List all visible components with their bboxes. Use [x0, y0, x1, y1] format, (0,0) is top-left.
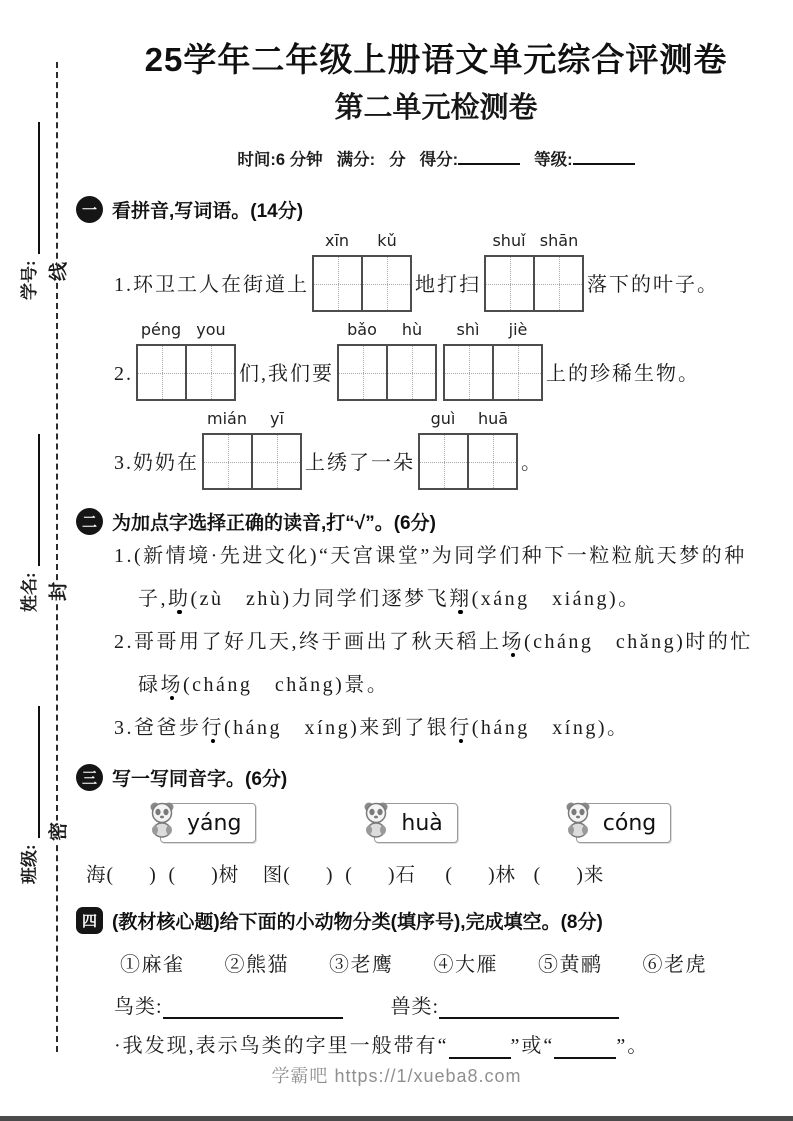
pinyin-writing-grid	[484, 231, 584, 312]
answer-blank	[449, 1051, 511, 1059]
text-segment: 3.奶奶在	[114, 452, 199, 474]
dotted-character: 行	[201, 717, 224, 739]
score-field	[420, 146, 521, 170]
text-segment: 2.	[114, 363, 133, 385]
writing-cell	[204, 435, 251, 488]
answer-blank	[163, 1011, 343, 1019]
answer-blank	[439, 1011, 619, 1019]
text-segment: 兽类:	[390, 996, 440, 1018]
pinyin-labels	[136, 320, 236, 344]
dotted-character: 场	[501, 631, 524, 653]
seal-char-feng: 封	[44, 581, 71, 603]
dotted-character: 场	[160, 674, 183, 696]
row-text-row	[86, 578, 786, 621]
class-label: 班级:	[20, 844, 39, 884]
writing-cell	[467, 435, 516, 488]
text-segment: 地打扫	[415, 274, 481, 296]
text-segment: ·我发现,表示鸟类的字里一般带有“	[114, 1035, 449, 1057]
answer-blank	[554, 1051, 616, 1059]
full-score-label	[337, 146, 406, 170]
text-segment: ②熊猫	[224, 954, 289, 976]
sections	[81, 196, 786, 1059]
section-number-badge: 一	[76, 196, 103, 223]
student-id-label: 学号:	[20, 260, 39, 300]
section-header	[76, 196, 786, 223]
pinyin-label: shuǐ	[492, 231, 526, 250]
exam-info-row	[86, 146, 786, 170]
writing-cell	[314, 257, 361, 310]
text-segment: 。	[521, 452, 543, 474]
text-segment: (zù zhù)力同学们逐梦飞	[190, 588, 450, 610]
writing-box	[484, 255, 584, 312]
panda-icon	[563, 800, 593, 838]
page-subtitle: 第二单元检测卷	[334, 92, 538, 124]
pinyin-label: huà	[401, 810, 443, 836]
text-segment: ③老鹰	[329, 954, 394, 976]
full-score-unit: 分	[389, 151, 406, 169]
student-name-label: 姓名:	[20, 572, 39, 612]
writing-box	[312, 255, 412, 312]
text-segment: ”。	[616, 1035, 650, 1057]
text-segment: 子,	[138, 588, 168, 610]
section-3	[81, 764, 786, 887]
writing-cell	[138, 346, 185, 399]
section-header	[76, 764, 786, 791]
class-blank	[34, 706, 40, 838]
pinyin-label: huā	[477, 409, 509, 428]
row-grid-row	[86, 409, 786, 490]
section-number-badge: 三	[76, 764, 103, 791]
pinyin-label: cóng	[602, 810, 657, 836]
pinyin-label: bǎo	[347, 320, 377, 339]
pinyin-writing-grid	[312, 231, 412, 312]
pinyin-writing-grid	[202, 409, 302, 490]
row-disc-row	[86, 1033, 786, 1059]
text-segment: ”或“	[510, 1035, 555, 1057]
row-text-row	[86, 621, 786, 664]
text-segment: (xáng xiáng)。	[471, 588, 641, 610]
row-panda-row	[86, 803, 786, 843]
dotted-character: 翔	[449, 588, 472, 610]
section-4	[81, 907, 786, 1059]
text-segment: (háng xíng)来到了银	[224, 717, 450, 739]
student-name-blank	[34, 434, 40, 566]
pinyin-label: xīn	[324, 231, 350, 250]
pinyin-label: mián	[207, 409, 247, 428]
pinyin-tag	[160, 803, 256, 843]
writing-cell	[386, 346, 435, 399]
writing-cell	[486, 257, 533, 310]
row-grid-row	[86, 231, 786, 312]
writing-cell	[185, 346, 234, 399]
text-segment: (cháng chǎng)景。	[183, 674, 390, 696]
student-name-field	[15, 397, 40, 612]
pinyin-label: shān	[539, 231, 579, 250]
writing-box	[418, 433, 518, 490]
pinyin-label: kǔ	[377, 231, 397, 250]
pinyin-labels	[443, 320, 543, 344]
full-score-text: 满分:	[336, 151, 376, 169]
pinyin-writing-grid	[418, 409, 518, 490]
section-1	[81, 196, 786, 490]
text-segment: 海( ) ( )树 图( ) ( )石 ( )林 ( )来	[86, 865, 605, 886]
pinyin-label: shì	[456, 320, 480, 339]
pinyin-tag	[576, 803, 671, 843]
paper-content	[81, 0, 786, 1059]
section-title: (教材核心题)给下面的小动物分类(填序号),完成填空。(8分)	[112, 912, 603, 933]
pinyin-tag	[374, 803, 457, 843]
writing-cell	[445, 346, 492, 399]
writing-box	[136, 344, 236, 401]
dotted-character: 助	[168, 588, 191, 610]
grade-label: 等级:	[534, 151, 573, 169]
row-text-row	[86, 535, 786, 578]
row-text-row	[86, 707, 786, 750]
grade-blank	[573, 157, 635, 165]
watermark-footer: 学霸吧 https://1/xueba8.com	[271, 1066, 522, 1086]
row-text-row	[86, 664, 786, 707]
text-segment: 碌	[138, 674, 161, 696]
pinyin-label: yī	[270, 409, 284, 428]
dotted-character: 行	[449, 717, 472, 739]
pinyin-writing-grid	[136, 320, 236, 401]
text-segment: ⑤黄鹂	[538, 954, 603, 976]
pinyin-labels	[337, 320, 437, 344]
pinyin-label: you	[196, 320, 226, 339]
pinyin-label: guì	[430, 409, 456, 428]
row-char-row	[86, 859, 786, 887]
row-grid-row	[86, 320, 786, 401]
row-blank-row	[86, 995, 786, 1019]
page-title: 25学年二年级上册语文单元综合评测卷	[144, 41, 728, 78]
pinyin-label: yáng	[187, 810, 242, 836]
student-id-field	[15, 85, 40, 300]
score-label: 得分:	[419, 151, 459, 169]
score-blank	[458, 157, 520, 165]
scan-edge	[0, 1116, 793, 1121]
writing-cell	[251, 435, 300, 488]
panda-icon	[147, 800, 177, 838]
writing-box	[202, 433, 302, 490]
time-label: 时间:6 分钟	[237, 151, 323, 169]
seal-char-line: 线	[44, 261, 71, 283]
pinyin-labels	[484, 231, 584, 255]
writing-box	[443, 344, 543, 401]
pinyin-writing-grid	[443, 320, 543, 401]
section-number-badge: 四	[76, 907, 103, 934]
class-field	[15, 669, 40, 884]
pinyin-label: jiè	[508, 320, 528, 339]
student-id-blank	[34, 122, 40, 254]
section-title: 看拼音,写词语。(14分)	[112, 201, 304, 222]
pinyin-labels	[418, 409, 518, 433]
row-options-row	[86, 948, 786, 977]
writing-box	[337, 344, 437, 401]
writing-cell	[339, 346, 386, 399]
text-segment: 上的珍稀生物。	[546, 363, 700, 385]
text-segment: 上绣了一朵	[305, 452, 415, 474]
text-segment: ①麻雀	[120, 954, 185, 976]
text-segment: ⑥老虎	[642, 954, 707, 976]
seal-dashed-line	[56, 62, 58, 1052]
text-segment: 落下的叶子。	[587, 274, 719, 296]
pinyin-label: péng	[140, 320, 182, 339]
pinyin-writing-grid	[337, 320, 437, 401]
writing-cell	[420, 435, 467, 488]
writing-cell	[533, 257, 582, 310]
text-segment: 1.环卫工人在街道上	[114, 274, 309, 296]
writing-cell	[361, 257, 410, 310]
writing-cell	[492, 346, 541, 399]
section-header	[76, 508, 786, 535]
text-segment: 鸟类:	[114, 996, 163, 1018]
section-number-badge: 二	[76, 508, 103, 535]
panda-icon	[361, 800, 391, 838]
seal-char-mi: 密	[44, 821, 71, 843]
section-title: 为加点字选择正确的读音,打“√”。(6分)	[112, 513, 436, 534]
section-header	[76, 907, 786, 934]
text-segment: 们,我们要	[239, 363, 334, 385]
pinyin-labels	[312, 231, 412, 255]
text-segment: 1.(新情境·先进文化)“天宫课堂”为同学们种下一粒粒航天梦的种	[114, 545, 747, 567]
text-segment: 2.哥哥用了好几天,终于画出了秋天稻上	[114, 631, 502, 653]
pinyin-labels	[202, 409, 302, 433]
grade-field	[534, 146, 635, 170]
text-segment: (háng xíng)。	[471, 717, 630, 739]
section-title: 写一写同音字。(6分)	[112, 769, 288, 790]
section-2	[81, 508, 786, 750]
text-segment: 3.爸爸步	[114, 717, 202, 739]
text-segment: ④大雁	[433, 954, 498, 976]
text-segment: (cháng chǎng)时的忙	[524, 631, 753, 653]
pinyin-label: hù	[401, 320, 423, 339]
